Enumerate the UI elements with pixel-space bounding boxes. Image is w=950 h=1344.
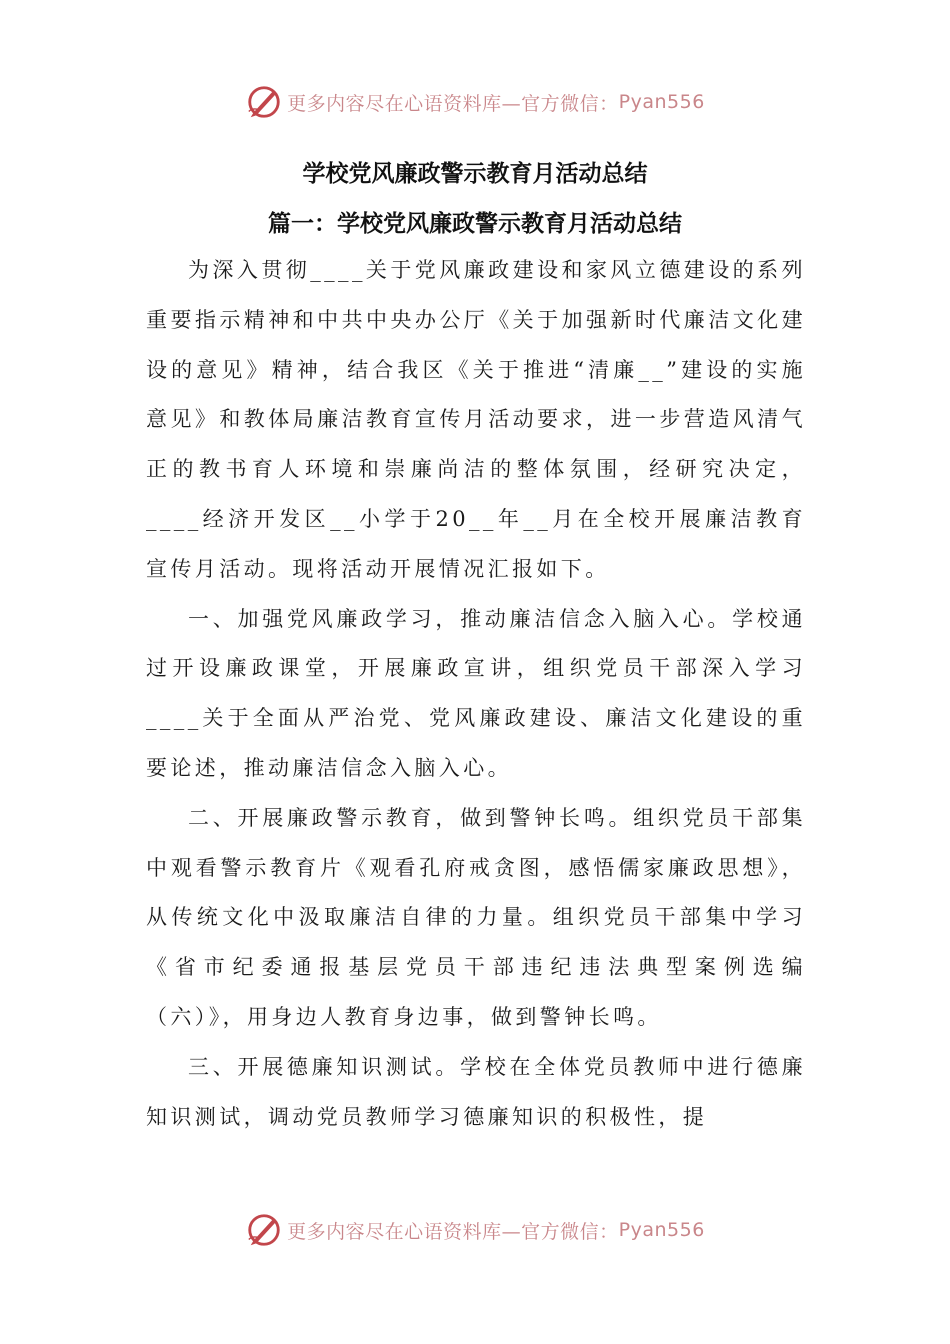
document-subtitle: 篇一：学校党风廉政警示教育月活动总结 (268, 211, 682, 237)
paragraph-intro: 为深入贯彻____关于党风廉政建设和家风立德建设的系列重要指示精神和中共中央办公厅《关于加强新时代廉洁文化建设的意见》精神，结合我区《关于推进“清廉__”建设的实施意见》和教体局廉洁教育宣传月活动要求，进一步营造风清气正的教书育人环境和崇廉尚洁的整体氛围，经研究决定，____经济开发区__小学于20__年__月在全校开展廉洁教育宣传月活动。现将活动开展情况汇报如下。 (146, 258, 806, 581)
paragraph-section-1: 一、加强党风廉政学习，推动廉洁信念入脑入心。学校通过开设廉政课堂，开展廉政宣讲，组织党员干部深入学习____关于全面从严治党、党风廉政建设、廉洁文化建设的重要论述，推动廉洁信念入脑入心。 (146, 606, 806, 780)
banner-text: 更多内容尽在心语资料库—官方微信： (287, 92, 619, 115)
footer-banner (0, 1210, 950, 1250)
banner-wechat-id: Pyan556 (618, 1219, 705, 1241)
document-title: 学校党风廉政警示教育月活动总结 (302, 161, 648, 187)
banner-text: 更多内容尽在心语资料库—官方微信： (287, 1220, 619, 1243)
document-body (146, 246, 806, 1142)
paragraph-section-3: 三、开展德廉知识测试。学校在全体党员教师中进行德廉知识测试，调动党员教师学习德廉知识的积极性，提 (146, 1054, 806, 1129)
header-banner (0, 82, 950, 122)
banner-wechat-id: Pyan556 (618, 91, 705, 113)
pen-logo-icon (245, 1211, 283, 1249)
pen-logo-icon (245, 83, 283, 121)
paragraph-section-2: 二、开展廉政警示教育，做到警钟长鸣。组织党员干部集中观看警示教育片《观看孔府戒贪图，感悟儒家廉政思想》，从传统文化中汲取廉洁自律的力量。组织党员干部集中学习《省市纪委通报基层党员干部违纪违法典型案例选编（六）》，用身边人教育身边事，做到警钟长鸣。 (146, 805, 806, 1029)
